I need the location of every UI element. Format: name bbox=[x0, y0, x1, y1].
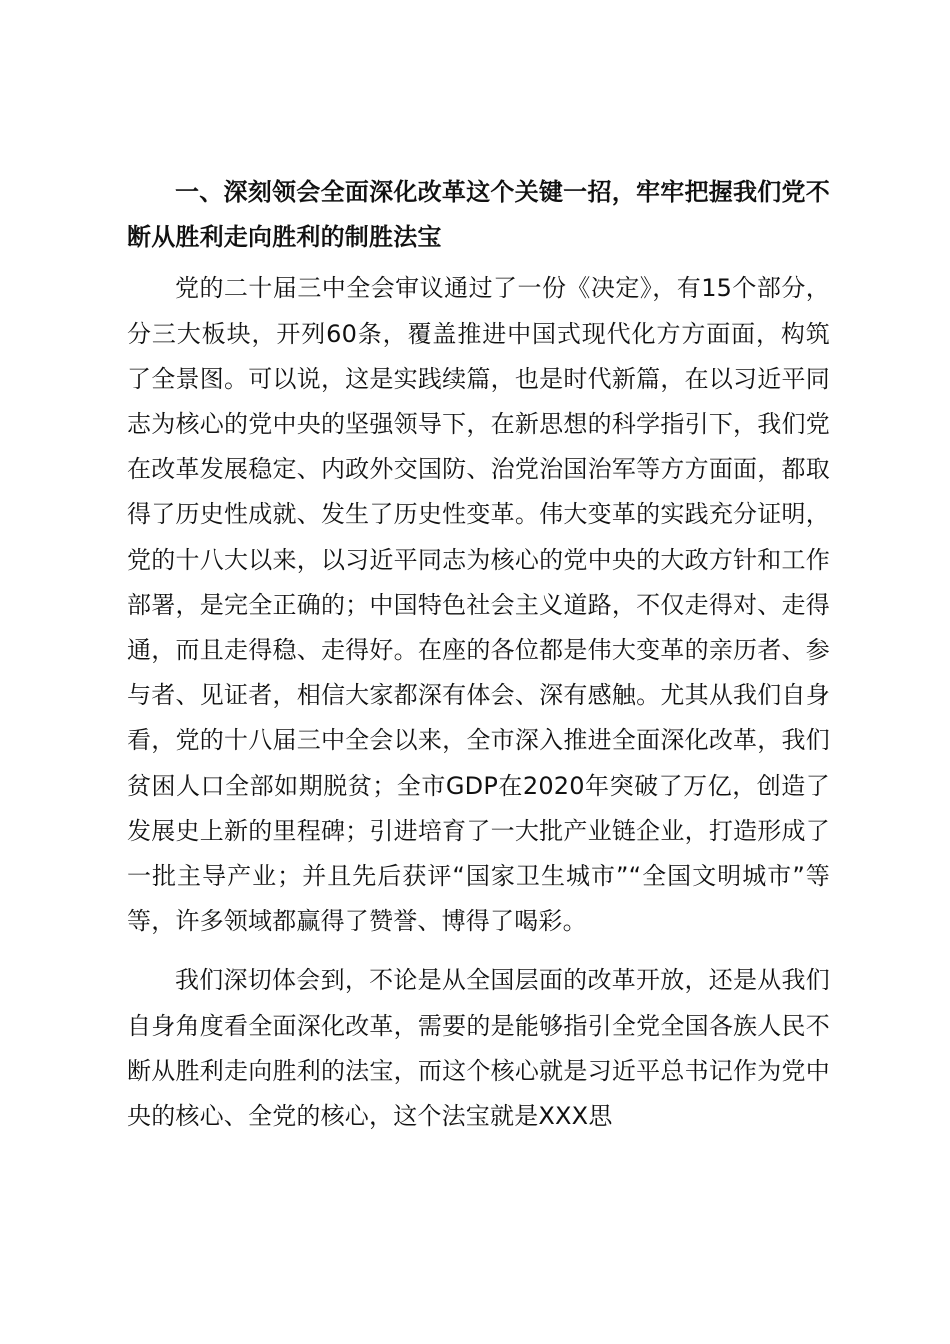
body-paragraph-1: 党的二十届三中全会审议通过了一份《决定》，有15个部分，分三大板块，开列60条，覆盖推进中国式现代化方方面面，构筑了全景图。可以说，这是实践续篇，也是时代新篇，在以习近平同志为核心的党中央的坚强领导下，在新思想的科学指引下，我们党在改革发展稳定、内政外交国防、治党治国治军等方方面面，都取得了历史性成就、发生了历史性变革。伟大变革的实践充分证明，党的十八大以来，以习近平同志为核心的党中央的大政方针和工作部署，是完全正确的；中国特色社会主义道路，不仅走得对、走得通，而且走得稳、走得好。在座的各位都是伟大变革的亲历者、参与者、见证者，相信大家都深有体会、深有感触。尤其从我们自身看，党的十八届三中全会以来，全市深入推进全面深化改革，我们贫困人口全部如期脱贫；全市GDP在2020年突破了万亿，创造了发展史上新的里程碑；引进培育了一大批产业链企业，打造形成了一批主导产业；并且先后获评“国家卫生城市”“全国文明城市”等等，许多领域都赢得了赞誉、博得了喝彩。 bbox=[127, 274, 830, 936]
document-body bbox=[127, 170, 830, 1139]
section-heading: 一、深刻领会全面深化改革这个关键一招，牢牢把握我们党不断从胜利走向胜利的制胜法宝 bbox=[127, 178, 830, 252]
body-paragraph-2: 我们深切体会到，不论是从全国层面的改革开放，还是从我们自身角度看全面深化改革，需要的是能够指引全党全国各族人民不断从胜利走向胜利的法宝，而这个核心就是习近平总书记作为党中央的核心、全党的核心，这个法宝就是XXX思 bbox=[127, 966, 830, 1131]
